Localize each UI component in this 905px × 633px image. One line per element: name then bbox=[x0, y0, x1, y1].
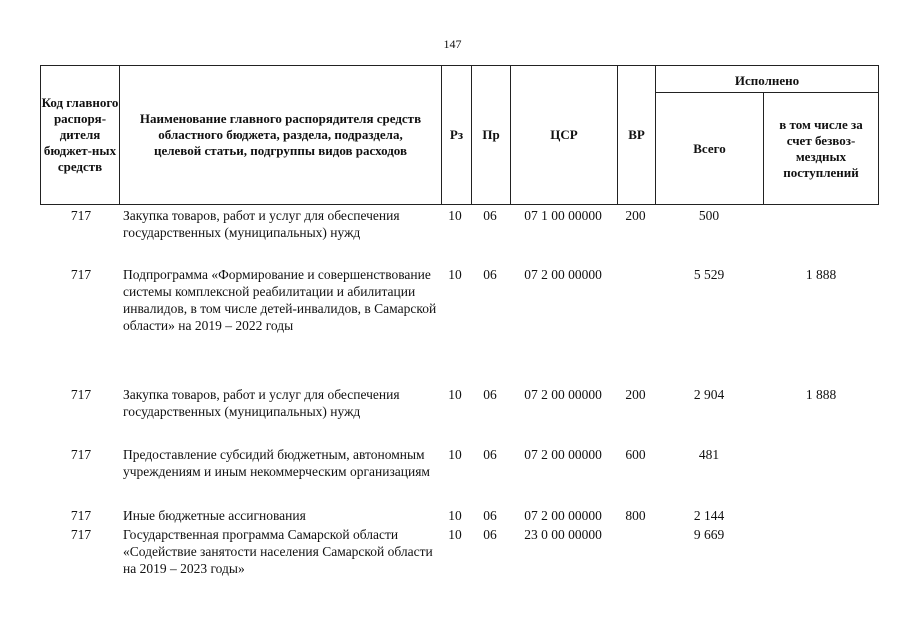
cell-vsego: 2 144 bbox=[693, 508, 725, 523]
cell-pr: 06 bbox=[483, 508, 497, 523]
cell-vr: 600 bbox=[625, 447, 646, 462]
cell-pr: 06 bbox=[483, 267, 497, 282]
header-rz: Рз bbox=[449, 127, 464, 142]
header-vsego: Всего bbox=[693, 140, 726, 156]
cell-rz: 10 bbox=[448, 527, 462, 542]
cell-pr: 06 bbox=[483, 447, 497, 462]
cell-name: Иные бюджетные ассигнования bbox=[123, 508, 306, 523]
page-number: 147 bbox=[443, 37, 462, 51]
cell-bezvozmezdnye: 1 888 bbox=[805, 267, 837, 282]
cell-pr: 06 bbox=[483, 208, 497, 223]
cell-vsego: 500 bbox=[698, 208, 720, 223]
cell-name: Закупка товаров, работ и услуг для обеспечения государственных (муниципальных) нужд bbox=[123, 208, 400, 240]
cell-csr: 07 2 00 00000 bbox=[524, 447, 602, 462]
cell-csr: 07 1 00 00000 bbox=[524, 208, 602, 223]
header-csr: ЦСР bbox=[550, 127, 578, 142]
cell-name: Государственная программа Самарской области «Содействие занятости населения Самарской области на 2019 – 2023 годы» bbox=[123, 527, 433, 576]
cell-bezvozmezdnye: 1 888 bbox=[805, 387, 837, 402]
cell-csr: 23 0 00 00000 bbox=[524, 527, 602, 542]
header-name: Наименование главного распорядителя средств областного бюджета, раздела, подраздела, целевой статьи, подгруппы видов расходов bbox=[139, 111, 422, 158]
cell-vr: 200 bbox=[625, 208, 646, 223]
cell-vsego: 481 bbox=[698, 447, 720, 462]
table-header bbox=[40, 65, 879, 205]
cell-rz: 10 bbox=[448, 208, 462, 223]
cell-kod: 717 bbox=[70, 508, 92, 523]
cell-rz: 10 bbox=[448, 447, 462, 462]
header-pr: Пр bbox=[482, 127, 500, 142]
cell-name: Предоставление субсидий бюджетным, автономным учреждениям и иным некоммерческим организациям bbox=[123, 447, 430, 479]
cell-vr: 200 bbox=[625, 387, 646, 402]
cell-csr: 07 2 00 00000 bbox=[524, 387, 602, 402]
cell-pr: 06 bbox=[483, 387, 497, 402]
cell-rz: 10 bbox=[448, 508, 462, 523]
cell-name: Закупка товаров, работ и услуг для обеспечения государственных (муниципальных) нужд bbox=[123, 387, 400, 419]
cell-csr: 07 2 00 00000 bbox=[524, 267, 602, 282]
header-bezvozmezdnye: в том числе за счет безвоз-мездных поступлений bbox=[779, 116, 863, 180]
cell-pr: 06 bbox=[483, 527, 497, 542]
header-vr: ВР bbox=[628, 127, 645, 142]
header-ispolneno: Исполнено bbox=[734, 73, 800, 88]
cell-rz: 10 bbox=[448, 267, 462, 282]
cell-vr: 800 bbox=[625, 508, 646, 523]
cell-vsego: 2 904 bbox=[693, 387, 725, 402]
cell-vsego: 5 529 bbox=[693, 267, 725, 282]
cell-vsego: 9 669 bbox=[693, 527, 725, 542]
cell-kod: 717 bbox=[70, 267, 92, 282]
cell-kod: 717 bbox=[70, 447, 92, 462]
cell-kod: 717 bbox=[70, 387, 92, 402]
cell-rz: 10 bbox=[448, 387, 462, 402]
header-kod: Код главного распоря-дителя бюджет-ных средств bbox=[41, 95, 119, 174]
cell-name: Подпрограмма «Формирование и совершенствование системы комплексной реабилитации и абилитации инвалидов, в том числе детей-инвалидов, в Самарской области» на 2019 – 2022 годы bbox=[123, 267, 437, 333]
cell-kod: 717 bbox=[70, 208, 92, 223]
cell-kod: 717 bbox=[70, 527, 92, 542]
cell-csr: 07 2 00 00000 bbox=[524, 508, 602, 523]
